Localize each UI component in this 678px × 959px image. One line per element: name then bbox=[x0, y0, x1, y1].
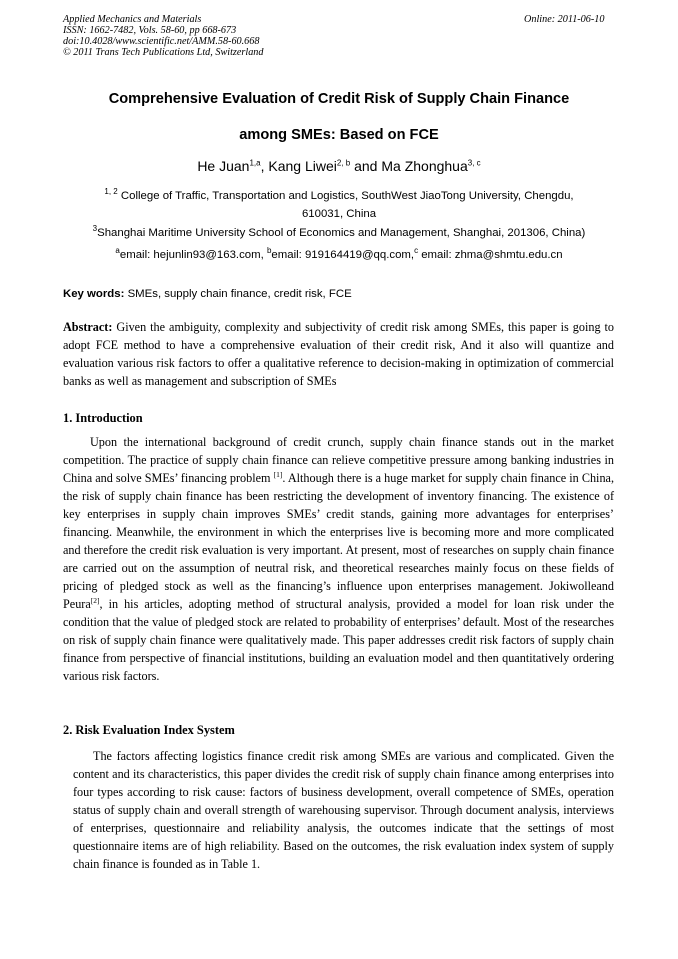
affiliation-text: College of Traffic, Transportation and Logistics, SouthWest JiaoTong University, Chengdu, bbox=[117, 190, 574, 202]
author-affiliation-mark: 3, c bbox=[467, 158, 481, 168]
affiliation-text-cont: 610031, China bbox=[301, 208, 377, 220]
affiliation-mark: 3 bbox=[92, 224, 98, 234]
keywords-text: SMEs, supply chain finance, credit risk, FCE bbox=[124, 288, 352, 300]
introduction-paragraph bbox=[63, 433, 614, 685]
citation-ref: [2] bbox=[90, 595, 100, 605]
abstract-label: Abstract: bbox=[63, 320, 113, 334]
email-mark: a bbox=[115, 246, 120, 256]
keywords-label: Key words: bbox=[63, 288, 125, 300]
doi-line: doi:10.4028/www.scientific.net/AMM.58-60.668 bbox=[63, 36, 260, 47]
issn-line: ISSN: 1662-7482, Vols. 58-60, pp 668-673 bbox=[63, 25, 237, 36]
email-mark: b bbox=[266, 246, 272, 256]
affiliation-2 bbox=[0, 224, 678, 242]
abstract-text: Given the ambiguity, complexity and subjectivity of credit risk among SMEs, this paper is going to adopt FCE method to have a comprehensive evaluation of their credit risk, And it also will quantize and evaluation various risk factors to offer a qualitative reference to decision-making in optimization of commercial banks as well as management and subscription of SMEs bbox=[63, 320, 614, 388]
citation-ref: [1] bbox=[273, 469, 283, 479]
author-name: He Juan bbox=[197, 158, 250, 174]
author-name: Ma Zhonghua bbox=[381, 158, 468, 174]
body-text: , in his articles, adopting method of structural analysis, provided a model for loan risk under the condition that the value of pledged stock are related to probability of enterprises’ default. Most of the researches on risk of supply chain finance were qualitatively made. This paper addresses credit risk factors of supply chain finance from perspective of financial institutions, building an evaluation model and then quantitatively ordering various risk factors. bbox=[63, 597, 614, 683]
abstract bbox=[63, 318, 614, 390]
author-emails bbox=[0, 246, 678, 261]
paper-title-line-2: among SMEs: Based on FCE bbox=[239, 127, 439, 143]
author-affiliation-mark: 2, b bbox=[336, 158, 351, 168]
email-text: email: zhma@shmtu.edu.cn bbox=[418, 249, 563, 261]
author-separator: , bbox=[260, 158, 269, 174]
online-date: Online: 2011-06-10 bbox=[524, 14, 605, 25]
body-text: Upon the international background of credit crunch, supply chain finance stands out in the market competition. The practice of supply chain finance can relieve competitive pressure among banking industries in China and solve SMEs’ financing problem bbox=[63, 435, 614, 485]
affiliation-mark: 1, 2 bbox=[104, 187, 118, 197]
body-text: . Although there is a huge market for supply chain finance in China, the risk of supply chain finance has been restricting the development of inventory financing. The existence of key enterprises in supply chain improves SMEs’ credit stands, gaining more advantages for enterprises’ financing. Meanwhile, the environment in which the enterprises live is becoming more and more complicated and therefore the credit risk evaluation is very important. At present, most of researches on supply chain finance are carried out on the assumption of neutral risk, and theoretical researches mainly focus on these fields of pricing of pledged stock as well as the financing’s influence upon enterprises management. Jokiwolleand Peura bbox=[63, 471, 614, 611]
author-name: Kang Liwei bbox=[268, 158, 337, 174]
author-separator: and bbox=[350, 158, 382, 174]
journal-header bbox=[63, 14, 263, 58]
keywords bbox=[63, 288, 352, 300]
email-mark: c bbox=[414, 246, 419, 256]
email-text: email: hejunlin93@163.com, bbox=[119, 249, 267, 261]
email-text: email: 919164419@qq.com, bbox=[271, 249, 415, 261]
copyright-line: © 2011 Trans Tech Publications Ltd, Switzerland bbox=[63, 47, 264, 58]
journal-name: Applied Mechanics and Materials bbox=[63, 14, 202, 25]
affiliation-text: Shanghai Maritime University School of Economics and Management, Shanghai, 201306, China) bbox=[97, 227, 586, 239]
section-heading-risk-evaluation: 2. Risk Evaluation Index System bbox=[63, 723, 235, 737]
author-affiliation-mark: 1,a bbox=[249, 158, 261, 168]
risk-evaluation-paragraph: The factors affecting logistics finance credit risk among SMEs are various and complicated. Given the content and its characteristics, this paper divides the credit risk of supply chain finance among enterprises into four types according to risk cause: factors of business development, overall competence of SMEs, operation status of supply chain and overall strength of warehousing supervisor. Through document analysis, interviews of enterprises, questionnaire and reliability analysis, the outcomes indicate that the settings of most questionnaire items are of high reliability. Based on the outcomes, the risk evaluation index system of supply chain finance is founded as in Table 1. bbox=[73, 749, 614, 871]
author-list bbox=[0, 158, 678, 174]
affiliation-1 bbox=[0, 187, 678, 223]
section-heading-introduction: 1. Introduction bbox=[63, 411, 143, 425]
paper-title-line-1: Comprehensive Evaluation of Credit Risk of Supply Chain Finance bbox=[108, 91, 570, 107]
